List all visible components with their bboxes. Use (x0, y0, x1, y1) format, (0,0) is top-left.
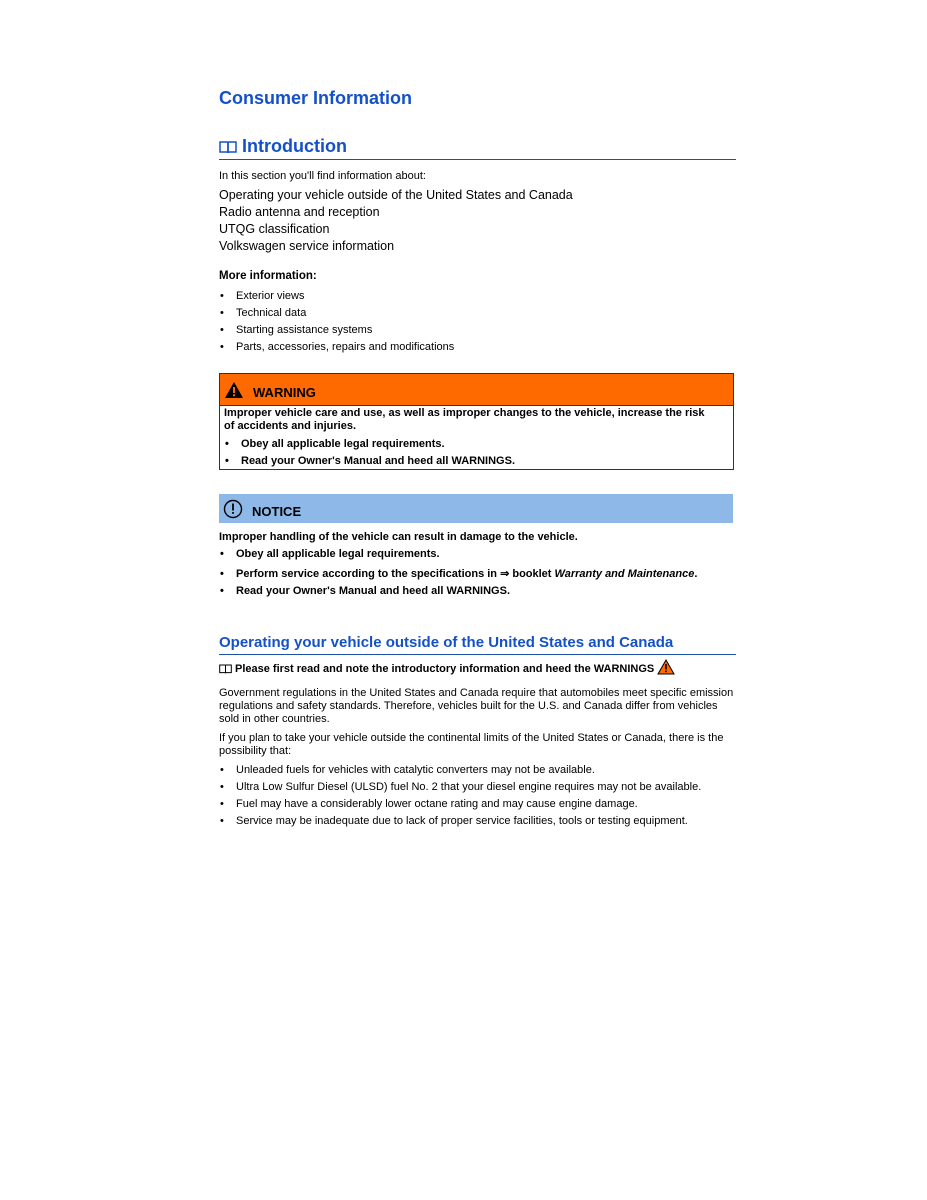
list-item[interactable]: • Technical data (219, 305, 454, 322)
topic-link[interactable]: Operating your vehicle outside of the United States and Canada (219, 188, 573, 202)
warning-text: Improper vehicle care and use, as well as improper changes to the vehicle, increase the risk (224, 407, 705, 419)
warning-item: • Read your Owner's Manual and heed all WARNINGS. (224, 453, 729, 470)
warning-title: WARNING (253, 385, 316, 400)
warranty-booklet-link[interactable]: Warranty and Maintenance (554, 568, 695, 580)
introduction-heading-block (219, 136, 736, 160)
notice-item: • Perform service according to the specifications in ⇒ booklet Warranty and Maintenance. (219, 566, 697, 583)
warning-header (220, 374, 733, 406)
warning-box (219, 373, 734, 470)
notice-header (219, 494, 733, 523)
notice-text: Improper handling of the vehicle can result in damage to the vehicle. (219, 531, 578, 543)
section-heading-block (219, 634, 736, 655)
notice-title: NOTICE (252, 504, 302, 519)
book-icon (219, 140, 237, 154)
topic-link[interactable]: UTQG classification (219, 222, 330, 236)
section-heading: Operating your vehicle outside of the United States and Canada (219, 634, 674, 651)
list-item: • Unleaded fuels for vehicles with catalytic converters may not be available. (219, 762, 701, 779)
warning-triangle-icon[interactable] (657, 659, 675, 675)
warning-text: of accidents and injuries. (224, 420, 357, 432)
read-note-text: Please first read and note the introductory information and heed the WARNINGS (235, 663, 655, 675)
exclamation-circle-icon (223, 499, 243, 519)
list-item[interactable]: • Parts, accessories, repairs and modifications (219, 339, 454, 356)
warning-triangle-icon (224, 381, 244, 399)
page-title: Consumer Information (219, 88, 413, 108)
introduction-heading: Introduction (242, 136, 347, 156)
more-information-label: More information: (219, 270, 317, 282)
more-information-list (219, 288, 454, 356)
read-note (219, 663, 675, 675)
warning-list (224, 436, 729, 470)
notice-list (219, 546, 697, 600)
paragraph: Government regulations in the United States and Canada require that automobiles meet specific emission regulations and safety standards. Therefore, vehicles built for the U.S. and Canada differ from vehicles sold in other countries. (219, 687, 734, 725)
book-icon (219, 664, 232, 674)
topic-list (219, 187, 573, 255)
list-item: • Service may be inadequate due to lack of proper service facilities, tools or testing equipment. (219, 813, 701, 830)
topic-link[interactable]: Volkswagen service information (219, 239, 395, 253)
possibility-list (219, 762, 701, 830)
paragraph: If you plan to take your vehicle outside the continental limits of the United States or Canada, there is the possibility that: (219, 732, 724, 757)
list-item: • Ultra Low Sulfur Diesel (ULSD) fuel No. 2 that your diesel engine requires may not be available. (219, 779, 701, 796)
list-item[interactable]: • Starting assistance systems (219, 322, 454, 339)
warning-item: • Obey all applicable legal requirements. (224, 436, 729, 453)
list-item[interactable]: • Exterior views (219, 288, 454, 305)
notice-item: • Read your Owner's Manual and heed all WARNINGS. (219, 583, 697, 600)
list-item: • Fuel may have a considerably lower octane rating and may cause engine damage. (219, 796, 701, 813)
notice-item: • Obey all applicable legal requirements. (219, 546, 697, 563)
topic-link[interactable]: Radio antenna and reception (219, 205, 380, 219)
intro-lead: In this section you'll find information about: (219, 170, 426, 182)
warning-body (220, 406, 733, 471)
